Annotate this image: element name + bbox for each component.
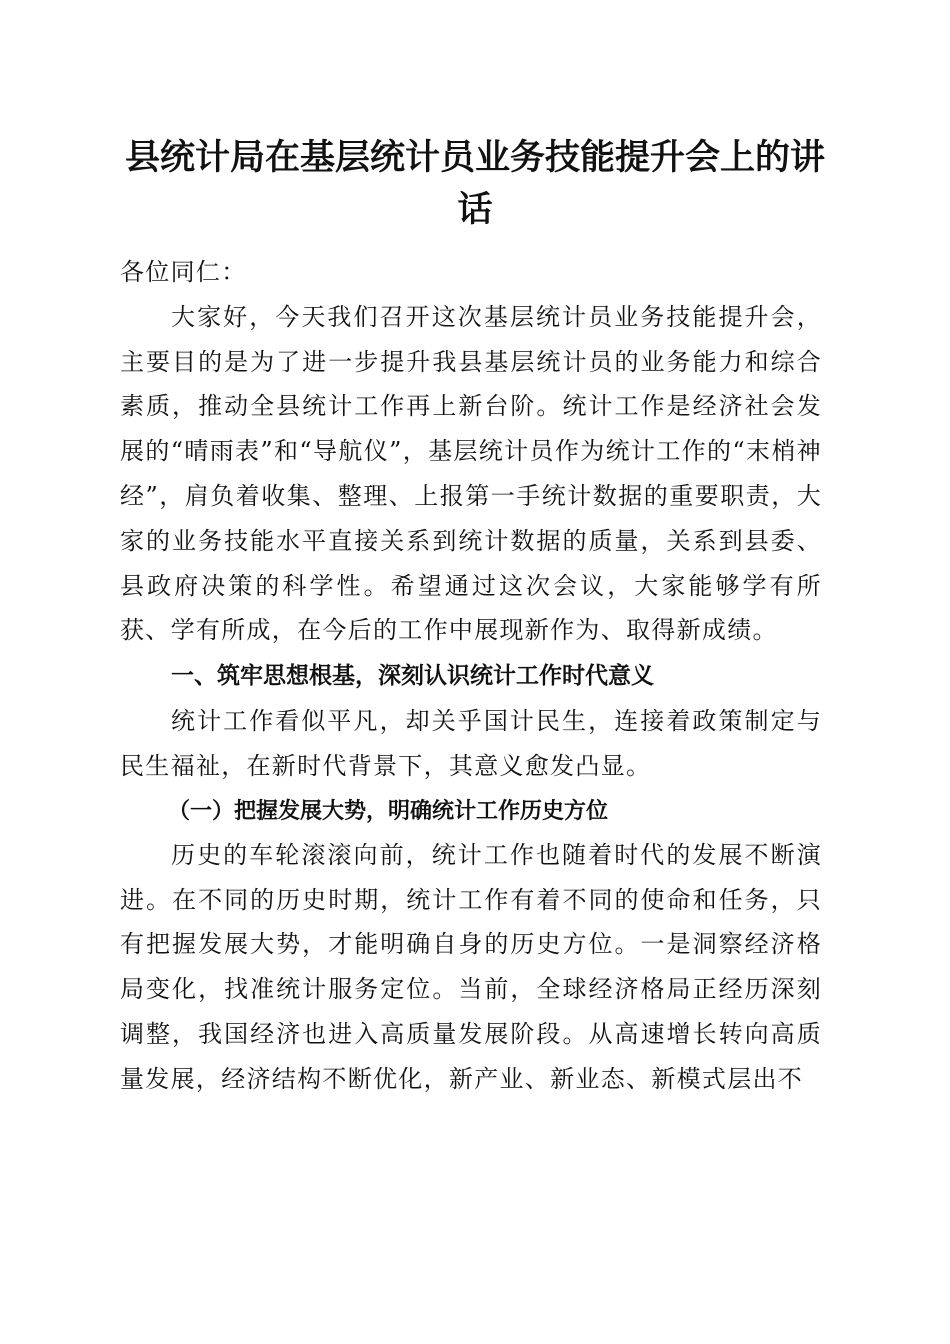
salutation: 各位同仁：	[120, 258, 247, 286]
document-title: 县统计局在基层统计员业务技能提升会上的讲话	[124, 138, 825, 230]
document-body	[120, 250, 822, 1102]
intro-paragraph: 大家好，今天我们召开这次基层统计员业务技能提升会，主要目的是为了进一步提升我县基层统计员的业务能力和综合素质，推动全县统计工作再上新台阶。统计工作是经济社会发展的“晴雨表”和“导航仪”，基层统计员作为统计工作的“末梢神经”，肩负着收集、整理、上报第一手统计数据的重要职责，大家的业务技能水平直接关系到统计数据的质量，关系到县委、县政府决策的科学性。希望通过这次会议，大家能够学有所获、学有所成，在今后的工作中展现新作为、取得新成绩。	[120, 302, 822, 645]
subsection-heading-1: （一）把握发展大势，明确统计工作历史方位	[168, 797, 609, 824]
section-heading-1: 一、筑牢思想根基，深刻认识统计工作时代意义	[171, 663, 654, 690]
subsection-1-paragraph: 历史的车轮滚滚向前，统计工作也随着时代的发展不断演进。在不同的历史时期，统计工作有着不同的使命和任务，只有把握发展大势，才能明确自身的历史方位。一是洞察经济格局变化，找准统计服务定位。当前，全球经济格局正经历深刻调整，我国经济也进入高质量发展阶段。从高速增长转向高质量发展，经济结构不断优化，新产业、新业态、新模式层出不	[120, 840, 822, 1093]
section-1-paragraph: 统计工作看似平凡，却关乎国计民生，连接着政策制定与民生福祉，在新时代背景下，其意义愈发凸显。	[120, 707, 822, 780]
